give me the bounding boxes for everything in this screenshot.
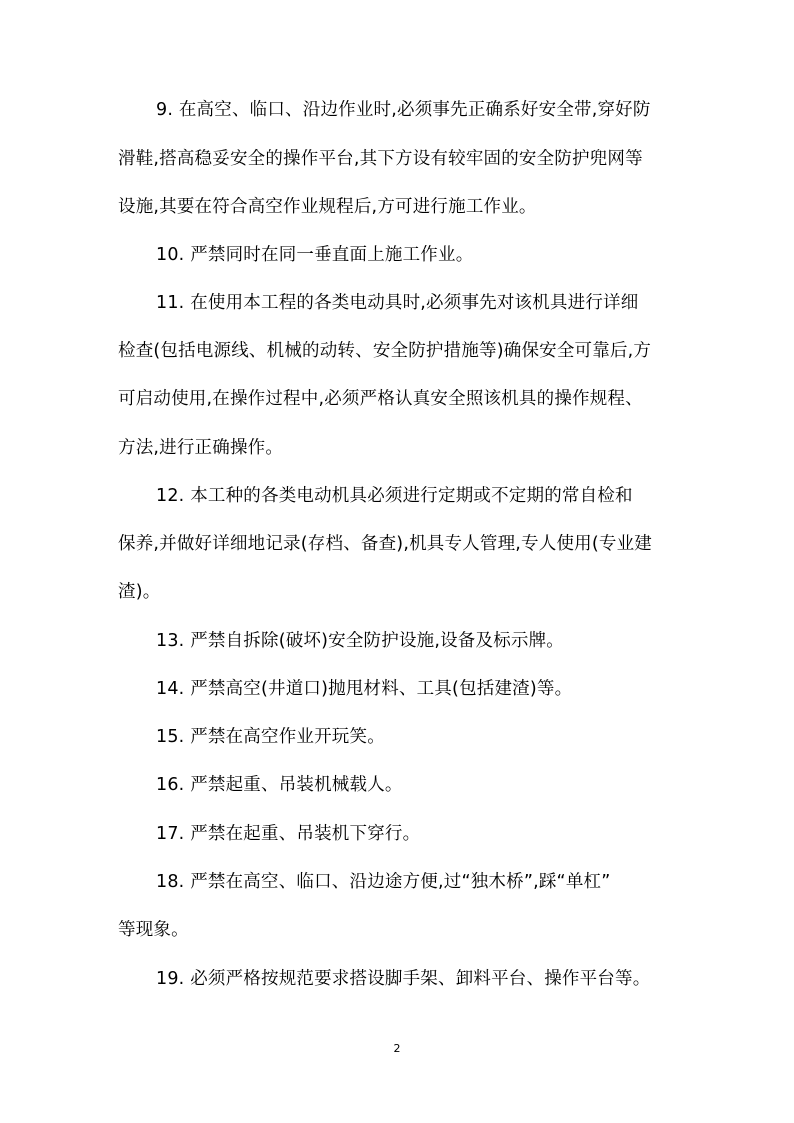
- item-14-line-1: 14. 严禁高空(井道口)抛甩材料、工具(包括建渣)等。: [156, 679, 573, 699]
- item-9-line-3: 设施,其要在符合高空作业规程后,方可进行施工作业。: [118, 197, 537, 217]
- item-13-line-1: 13. 严禁自拆除(破坏)安全防护设施,设备及标示牌。: [156, 631, 565, 651]
- item-11-line-2: 检查(包括电源线、机械的动转、安全防护措施等)确保安全可靠后,方: [118, 341, 652, 361]
- item-17-line-1: 17. 严禁在起重、吊装机下穿行。: [156, 824, 421, 844]
- item-12-line-1: 12. 本工种的各类电动机具必须进行定期或不定期的常自检和: [156, 486, 633, 506]
- item-9-line-2: 滑鞋,搭高稳妥安全的操作平台,其下方设有较牢固的安全防护兜网等: [118, 149, 643, 169]
- item-9-line-1: 9. 在高空、临口、沿边作业时,必须事先正确系好安全带,穿好防: [156, 100, 651, 120]
- item-11-line-3: 可启动使用,在操作过程中,必须严格认真安全照该机具的操作规程、: [118, 389, 643, 409]
- item-18-line-2: 等现象。: [118, 920, 189, 940]
- item-11-line-4: 方法,进行正确操作。: [118, 438, 284, 458]
- item-18-line-1: 18. 严禁在高空、临口、沿边途方便,过“独木桥”,踩“单杠”: [156, 872, 611, 892]
- item-19-line-1: 19. 必须严格按规范要求搭设脚手架、卸料平台、操作平台等。: [156, 969, 651, 989]
- page-number: 2: [393, 1042, 401, 1055]
- item-15-line-1: 15. 严禁在高空作业开玩笑。: [156, 727, 385, 747]
- item-10-line-1: 10. 严禁同时在同一垂直面上施工作业。: [156, 245, 474, 265]
- item-12-line-3: 渣)。: [118, 582, 161, 602]
- item-11-line-1: 11. 在使用本工程的各类电动具时,必须事先对该机具进行详细: [156, 293, 639, 313]
- item-16-line-1: 16. 严禁起重、吊装机械载人。: [156, 775, 403, 795]
- item-12-line-2: 保养,并做好详细地记录(存档、备查),机具专人管理,专人使用(专业建: [118, 534, 652, 554]
